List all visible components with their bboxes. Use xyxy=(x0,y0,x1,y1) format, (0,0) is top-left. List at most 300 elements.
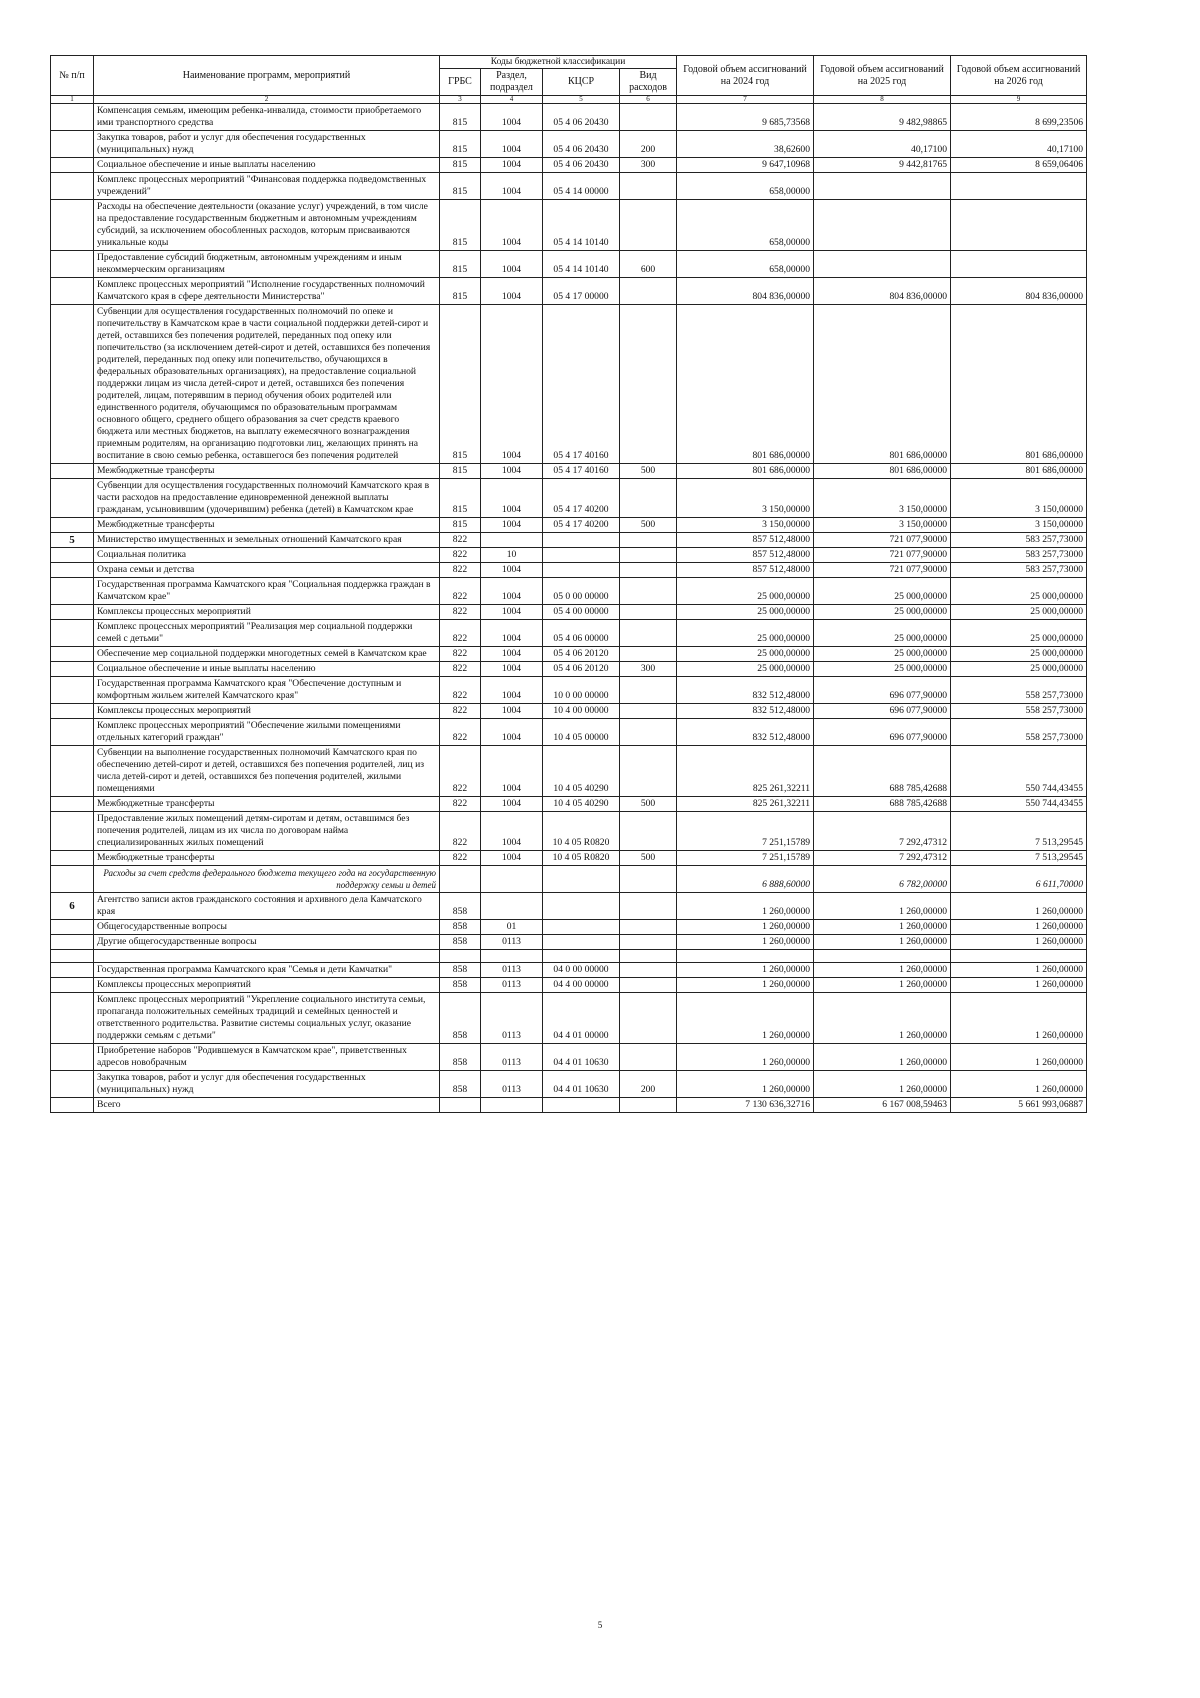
row-value-2025: 801 686,00000 xyxy=(814,305,951,464)
row-vid: 300 xyxy=(620,158,677,173)
row-number xyxy=(51,173,94,200)
row-kcsr: 05 4 14 10140 xyxy=(543,251,620,278)
row-value-2025 xyxy=(814,950,951,963)
row-vid: 500 xyxy=(620,797,677,812)
row-name: Комплексы процессных мероприятий xyxy=(94,605,440,620)
row-name: Государственная программа Камчатского края "Социальная поддержка граждан в Камчатском крае" xyxy=(94,578,440,605)
row-grbs: 815 xyxy=(440,251,481,278)
row-name: Компенсация семьям, имеющим ребенка-инвалида, стоимости приобретаемого ими транспортного средства xyxy=(94,104,440,131)
row-value-2025: 1 260,00000 xyxy=(814,920,951,935)
row-grbs: 822 xyxy=(440,797,481,812)
header-2025: Годовой объем ассигнований на 2025 год xyxy=(814,56,951,96)
row-kcsr: 05 4 17 40160 xyxy=(543,464,620,479)
row-name: Комплекс процессных мероприятий "Обеспечение жилыми помещениями отдельных категорий граждан" xyxy=(94,719,440,746)
row-razdel: 1004 xyxy=(481,131,543,158)
row-grbs: 822 xyxy=(440,647,481,662)
row-value-2025: 688 785,42688 xyxy=(814,797,951,812)
row-name xyxy=(94,950,440,963)
row-grbs: 822 xyxy=(440,662,481,677)
row-kcsr: 05 4 14 00000 xyxy=(543,173,620,200)
row-razdel: 0113 xyxy=(481,978,543,993)
row-value-2024: 25 000,00000 xyxy=(677,578,814,605)
row-value-2026: 3 150,00000 xyxy=(951,518,1087,533)
row-kcsr xyxy=(543,533,620,548)
row-name: Предоставление субсидий бюджетным, автономным учреждениям и иным некоммерческим организациям xyxy=(94,251,440,278)
row-razdel: 1004 xyxy=(481,479,543,518)
row-number xyxy=(51,746,94,797)
row-razdel xyxy=(481,950,543,963)
row-razdel: 0113 xyxy=(481,963,543,978)
table-row xyxy=(51,479,1087,518)
row-number xyxy=(51,662,94,677)
row-value-2024: 3 150,00000 xyxy=(677,518,814,533)
row-number xyxy=(51,993,94,1044)
row-name: Социальное обеспечение и иные выплаты населению xyxy=(94,662,440,677)
row-kcsr xyxy=(543,548,620,563)
row-number xyxy=(51,620,94,647)
row-value-2026 xyxy=(951,251,1087,278)
row-value-2025 xyxy=(814,200,951,251)
row-value-2026: 1 260,00000 xyxy=(951,963,1087,978)
row-value-2024: 1 260,00000 xyxy=(677,935,814,950)
budget-table-sheet xyxy=(50,55,1086,1113)
row-vid: 600 xyxy=(620,251,677,278)
row-number xyxy=(51,548,94,563)
row-vid: 500 xyxy=(620,518,677,533)
row-value-2026: 583 257,73000 xyxy=(951,533,1087,548)
table-row xyxy=(51,704,1087,719)
row-number xyxy=(51,963,94,978)
row-value-2024: 832 512,48000 xyxy=(677,677,814,704)
column-index-cell: 4 xyxy=(481,96,543,104)
row-grbs: 815 xyxy=(440,464,481,479)
row-value-2026: 8 659,06406 xyxy=(951,158,1087,173)
row-number xyxy=(51,251,94,278)
row-name: Субвенции для осуществления государственных полномочий Камчатского края в части расходов на предоставление единовременной денежной выплаты гражданам, усыновившим (удочерившим) ребенка (детей) в Камчатском крае xyxy=(94,479,440,518)
row-grbs: 822 xyxy=(440,533,481,548)
table-row xyxy=(51,548,1087,563)
row-grbs: 815 xyxy=(440,278,481,305)
row-razdel: 1004 xyxy=(481,200,543,251)
row-number xyxy=(51,305,94,464)
row-number xyxy=(51,1044,94,1071)
row-razdel: 1004 xyxy=(481,518,543,533)
row-grbs: 858 xyxy=(440,893,481,920)
table-row xyxy=(51,605,1087,620)
page-number: 5 xyxy=(597,1620,603,1630)
row-number xyxy=(51,978,94,993)
row-razdel: 1004 xyxy=(481,173,543,200)
row-value-2026: 583 257,73000 xyxy=(951,548,1087,563)
row-grbs: 822 xyxy=(440,620,481,647)
table-row xyxy=(51,578,1087,605)
row-grbs: 822 xyxy=(440,605,481,620)
row-name: Предоставление жилых помещений детям-сиротам и детям, оставшимся без попечения родителей, лицам из их числа по договорам найма специализированных жилых помещений xyxy=(94,812,440,851)
row-vid xyxy=(620,305,677,464)
row-grbs: 822 xyxy=(440,563,481,578)
row-number xyxy=(51,563,94,578)
header-grbs: ГРБС xyxy=(440,69,481,96)
row-value-2024: 1 260,00000 xyxy=(677,893,814,920)
row-kcsr: 05 4 06 00000 xyxy=(543,620,620,647)
row-vid xyxy=(620,893,677,920)
table-row xyxy=(51,866,1087,893)
row-vid xyxy=(620,173,677,200)
row-grbs xyxy=(440,1098,481,1113)
row-vid xyxy=(620,950,677,963)
row-kcsr: 05 4 06 20430 xyxy=(543,104,620,131)
row-number xyxy=(51,851,94,866)
row-name: Комплекс процессных мероприятий "Финансовая поддержка подведомственных учреждений" xyxy=(94,173,440,200)
column-index-cell: 6 xyxy=(620,96,677,104)
row-vid xyxy=(620,533,677,548)
row-number xyxy=(51,518,94,533)
row-kcsr: 05 4 17 00000 xyxy=(543,278,620,305)
row-number xyxy=(51,158,94,173)
row-value-2024: 9 647,10968 xyxy=(677,158,814,173)
row-vid xyxy=(620,479,677,518)
row-vid xyxy=(620,563,677,578)
table-row xyxy=(51,647,1087,662)
row-value-2024: 9 685,73568 xyxy=(677,104,814,131)
row-value-2025: 1 260,00000 xyxy=(814,1071,951,1098)
row-value-2025: 25 000,00000 xyxy=(814,662,951,677)
row-value-2026: 1 260,00000 xyxy=(951,935,1087,950)
table-row xyxy=(51,464,1087,479)
row-grbs: 858 xyxy=(440,993,481,1044)
row-vid xyxy=(620,963,677,978)
row-number xyxy=(51,812,94,851)
row-value-2026: 25 000,00000 xyxy=(951,620,1087,647)
table-row xyxy=(51,812,1087,851)
row-number xyxy=(51,104,94,131)
row-value-2025: 40,17100 xyxy=(814,131,951,158)
header-kcsr: КЦСР xyxy=(543,69,620,96)
row-value-2024: 825 261,32211 xyxy=(677,746,814,797)
row-value-2024: 832 512,48000 xyxy=(677,719,814,746)
row-grbs xyxy=(440,950,481,963)
table-row xyxy=(51,251,1087,278)
row-number xyxy=(51,950,94,963)
row-value-2026: 550 744,43455 xyxy=(951,746,1087,797)
row-value-2025: 696 077,90000 xyxy=(814,704,951,719)
column-index-cell: 5 xyxy=(543,96,620,104)
row-value-2024: 25 000,00000 xyxy=(677,662,814,677)
header-codes-group: Коды бюджетной классификации xyxy=(440,56,677,69)
row-value-2025: 9 482,98865 xyxy=(814,104,951,131)
row-number xyxy=(51,1098,94,1113)
row-vid xyxy=(620,920,677,935)
row-grbs: 858 xyxy=(440,1071,481,1098)
row-razdel: 1004 xyxy=(481,812,543,851)
row-grbs: 822 xyxy=(440,677,481,704)
row-razdel: 1004 xyxy=(481,704,543,719)
row-razdel: 1004 xyxy=(481,851,543,866)
table-row xyxy=(51,993,1087,1044)
row-kcsr: 05 0 00 00000 xyxy=(543,578,620,605)
row-value-2024: 1 260,00000 xyxy=(677,963,814,978)
table-row xyxy=(51,173,1087,200)
row-value-2024: 857 512,48000 xyxy=(677,548,814,563)
row-razdel xyxy=(481,866,543,893)
row-value-2024: 857 512,48000 xyxy=(677,563,814,578)
row-razdel: 1004 xyxy=(481,620,543,647)
table-row xyxy=(51,746,1087,797)
row-name: Субвенции для осуществления государственных полномочий по опеке и попечительству в Камчатском крае в части социальной поддержки детей-сирот и детей, оставшихся без попечения родителей, переданных под опеку или попечительство (за исключением детей-сирот и детей, оставшихся без попечения родителей, переданных под опеку или попечительство, обучающихся в федеральных образовательных организациях), на предоставление социальной поддержки лицам из числа детей-сирот и детей, оставшихся без попечения родителей, лицам, потерявшим в период обучения обоих родителей или единственного родителя, обучающимся по образовательным программам основного общего, среднего общего образования за счет средств краевого бюджета или местных бюджетов, на выплату ежемесячного вознаграждения приемным родителям, на организацию подготовки лиц, желающих принять на воспитание в свою семью ребенка, оставшегося без попечения родителей xyxy=(94,305,440,464)
row-value-2026: 558 257,73000 xyxy=(951,677,1087,704)
row-kcsr: 04 4 01 10630 xyxy=(543,1071,620,1098)
row-value-2026: 25 000,00000 xyxy=(951,578,1087,605)
row-kcsr: 05 4 06 20430 xyxy=(543,158,620,173)
row-vid xyxy=(620,1044,677,1071)
row-number xyxy=(51,605,94,620)
row-razdel: 1004 xyxy=(481,578,543,605)
table-row xyxy=(51,1044,1087,1071)
row-value-2024: 804 836,00000 xyxy=(677,278,814,305)
row-value-2025: 1 260,00000 xyxy=(814,893,951,920)
row-vid xyxy=(620,620,677,647)
row-value-2024: 1 260,00000 xyxy=(677,1071,814,1098)
row-grbs: 822 xyxy=(440,548,481,563)
row-kcsr xyxy=(543,893,620,920)
row-name: Государственная программа Камчатского края "Семья и дети Камчатки" xyxy=(94,963,440,978)
row-razdel: 1004 xyxy=(481,746,543,797)
row-razdel: 1004 xyxy=(481,278,543,305)
row-vid xyxy=(620,677,677,704)
row-vid xyxy=(620,605,677,620)
row-value-2026: 558 257,73000 xyxy=(951,719,1087,746)
row-value-2024: 7 251,15789 xyxy=(677,812,814,851)
row-vid xyxy=(620,993,677,1044)
row-number xyxy=(51,797,94,812)
row-name: Расходы на обеспечение деятельности (оказание услуг) учреждений, в том числе на предоставление государственным бюджетным и автономным учреждениям субсидий, за исключением обособленных расходов, которым присваиваются уникальные коды xyxy=(94,200,440,251)
row-number xyxy=(51,647,94,662)
row-razdel: 0113 xyxy=(481,935,543,950)
row-grbs: 822 xyxy=(440,704,481,719)
row-name: Расходы за счет средств федерального бюджета текущего года на государственную поддержку семьи и детей xyxy=(94,866,440,893)
row-grbs: 815 xyxy=(440,518,481,533)
row-value-2025: 804 836,00000 xyxy=(814,278,951,305)
table-row xyxy=(51,305,1087,464)
row-value-2024: 1 260,00000 xyxy=(677,920,814,935)
table-row xyxy=(51,963,1087,978)
row-value-2026: 801 686,00000 xyxy=(951,305,1087,464)
row-kcsr: 05 4 06 20120 xyxy=(543,662,620,677)
row-value-2025 xyxy=(814,173,951,200)
row-grbs: 815 xyxy=(440,479,481,518)
row-value-2024 xyxy=(677,950,814,963)
row-number xyxy=(51,200,94,251)
row-value-2025: 1 260,00000 xyxy=(814,978,951,993)
row-razdel: 1004 xyxy=(481,464,543,479)
row-value-2024: 7 130 636,32716 xyxy=(677,1098,814,1113)
row-value-2024: 832 512,48000 xyxy=(677,704,814,719)
row-value-2026: 804 836,00000 xyxy=(951,278,1087,305)
row-grbs: 815 xyxy=(440,131,481,158)
row-name: Общегосударственные вопросы xyxy=(94,920,440,935)
row-vid xyxy=(620,866,677,893)
row-value-2025: 721 077,90000 xyxy=(814,548,951,563)
row-kcsr: 10 4 05 40290 xyxy=(543,746,620,797)
row-kcsr: 10 4 05 40290 xyxy=(543,797,620,812)
column-index-cell: 3 xyxy=(440,96,481,104)
row-value-2024: 25 000,00000 xyxy=(677,620,814,647)
row-grbs: 822 xyxy=(440,719,481,746)
budget-table xyxy=(50,55,1087,1113)
row-kcsr: 10 4 05 R0820 xyxy=(543,812,620,851)
row-number: 6 xyxy=(51,893,94,920)
row-razdel: 0113 xyxy=(481,1071,543,1098)
header-num: № п/п xyxy=(51,56,94,96)
row-vid: 200 xyxy=(620,1071,677,1098)
table-row xyxy=(51,851,1087,866)
row-value-2025: 7 292,47312 xyxy=(814,812,951,851)
row-value-2024: 658,00000 xyxy=(677,173,814,200)
row-kcsr xyxy=(543,866,620,893)
row-vid: 500 xyxy=(620,464,677,479)
row-value-2025: 25 000,00000 xyxy=(814,605,951,620)
row-value-2025: 721 077,90000 xyxy=(814,563,951,578)
row-value-2026 xyxy=(951,173,1087,200)
row-razdel: 1004 xyxy=(481,677,543,704)
table-row xyxy=(51,893,1087,920)
row-name: Комплексы процессных мероприятий xyxy=(94,978,440,993)
row-number xyxy=(51,866,94,893)
row-kcsr: 05 4 00 00000 xyxy=(543,605,620,620)
header-2024: Годовой объем ассигнований на 2024 год xyxy=(677,56,814,96)
row-value-2026: 8 699,23506 xyxy=(951,104,1087,131)
row-grbs: 815 xyxy=(440,158,481,173)
row-name: Комплекс процессных мероприятий "Исполнение государственных полномочий Камчатского края в сфере деятельности Министерства" xyxy=(94,278,440,305)
row-value-2024: 1 260,00000 xyxy=(677,993,814,1044)
row-value-2025: 1 260,00000 xyxy=(814,1044,951,1071)
row-name: Межбюджетные трансферты xyxy=(94,464,440,479)
row-value-2025 xyxy=(814,251,951,278)
row-name: Агентство записи актов гражданского состояния и архивного дела Камчатского края xyxy=(94,893,440,920)
row-vid: 500 xyxy=(620,851,677,866)
row-kcsr xyxy=(543,950,620,963)
row-value-2025: 696 077,90000 xyxy=(814,677,951,704)
row-kcsr: 10 4 00 00000 xyxy=(543,704,620,719)
row-vid xyxy=(620,935,677,950)
row-value-2024: 7 251,15789 xyxy=(677,851,814,866)
row-grbs: 858 xyxy=(440,978,481,993)
table-row xyxy=(51,950,1087,963)
row-vid xyxy=(620,746,677,797)
row-vid: 300 xyxy=(620,662,677,677)
table-row xyxy=(51,978,1087,993)
row-number xyxy=(51,464,94,479)
row-razdel: 1004 xyxy=(481,605,543,620)
row-name: Комплексы процессных мероприятий xyxy=(94,704,440,719)
table-row xyxy=(51,935,1087,950)
row-vid xyxy=(620,812,677,851)
row-value-2026: 6 611,70000 xyxy=(951,866,1087,893)
row-value-2024: 801 686,00000 xyxy=(677,464,814,479)
row-value-2025: 6 782,00000 xyxy=(814,866,951,893)
row-vid xyxy=(620,647,677,662)
row-value-2026: 1 260,00000 xyxy=(951,920,1087,935)
row-number xyxy=(51,578,94,605)
column-index-row xyxy=(51,96,1087,104)
row-kcsr xyxy=(543,935,620,950)
row-grbs: 858 xyxy=(440,963,481,978)
row-razdel: 0113 xyxy=(481,993,543,1044)
row-grbs: 822 xyxy=(440,746,481,797)
table-row xyxy=(51,620,1087,647)
row-value-2024: 857 512,48000 xyxy=(677,533,814,548)
row-value-2026: 558 257,73000 xyxy=(951,704,1087,719)
table-row xyxy=(51,1098,1087,1113)
row-name: Комплекс процессных мероприятий "Реализация мер социальной поддержки семей с детьми" xyxy=(94,620,440,647)
row-value-2024: 1 260,00000 xyxy=(677,1044,814,1071)
row-grbs: 815 xyxy=(440,173,481,200)
header-name: Наименование программ, мероприятий xyxy=(94,56,440,96)
row-razdel: 1004 xyxy=(481,647,543,662)
table-body xyxy=(51,104,1087,1113)
row-value-2024: 801 686,00000 xyxy=(677,305,814,464)
row-grbs: 815 xyxy=(440,200,481,251)
row-value-2026: 7 513,29545 xyxy=(951,812,1087,851)
row-name: Закупка товаров, работ и услуг для обеспечения государственных (муниципальных) нужд xyxy=(94,131,440,158)
row-grbs: 815 xyxy=(440,104,481,131)
row-value-2024: 6 888,60000 xyxy=(677,866,814,893)
row-value-2024: 1 260,00000 xyxy=(677,978,814,993)
row-name: Приобретение наборов "Родившемуся в Камчатском крае", приветственных адресов новобрачным xyxy=(94,1044,440,1071)
row-value-2024: 658,00000 xyxy=(677,200,814,251)
row-value-2024: 3 150,00000 xyxy=(677,479,814,518)
row-grbs: 858 xyxy=(440,1044,481,1071)
row-vid xyxy=(620,1098,677,1113)
row-value-2026: 7 513,29545 xyxy=(951,851,1087,866)
table-row xyxy=(51,278,1087,305)
row-razdel: 10 xyxy=(481,548,543,563)
row-value-2026: 550 744,43455 xyxy=(951,797,1087,812)
row-vid xyxy=(620,978,677,993)
row-name: Межбюджетные трансферты xyxy=(94,797,440,812)
row-name: Комплекс процессных мероприятий "Укрепление социального института семьи, пропаганда положительных семейных традиций и семейных ценностей и ответственного родительства. Развитие системы социальных услуг, оказание поддержки семьям с детьми" xyxy=(94,993,440,1044)
row-value-2025: 1 260,00000 xyxy=(814,963,951,978)
row-razdel: 1004 xyxy=(481,662,543,677)
row-kcsr: 10 4 05 R0820 xyxy=(543,851,620,866)
row-razdel: 1004 xyxy=(481,797,543,812)
row-value-2025: 3 150,00000 xyxy=(814,479,951,518)
column-index-cell: 7 xyxy=(677,96,814,104)
row-value-2026: 1 260,00000 xyxy=(951,1044,1087,1071)
table-row xyxy=(51,158,1087,173)
row-grbs: 815 xyxy=(440,305,481,464)
row-name: Межбюджетные трансферты xyxy=(94,851,440,866)
row-razdel: 1004 xyxy=(481,719,543,746)
row-vid xyxy=(620,704,677,719)
row-value-2026: 5 661 993,06887 xyxy=(951,1098,1087,1113)
row-value-2025: 696 077,90000 xyxy=(814,719,951,746)
row-vid xyxy=(620,200,677,251)
row-grbs: 858 xyxy=(440,935,481,950)
row-name: Государственная программа Камчатского края "Обеспечение доступным и комфортным жильем жителей Камчатского края" xyxy=(94,677,440,704)
table-row xyxy=(51,797,1087,812)
row-vid xyxy=(620,548,677,563)
row-razdel xyxy=(481,1098,543,1113)
row-number xyxy=(51,131,94,158)
row-value-2025: 688 785,42688 xyxy=(814,746,951,797)
row-grbs: 858 xyxy=(440,920,481,935)
row-kcsr xyxy=(543,1098,620,1113)
row-value-2024: 25 000,00000 xyxy=(677,647,814,662)
table-header xyxy=(51,56,1087,104)
header-2026: Годовой объем ассигнований на 2026 год xyxy=(951,56,1087,96)
table-row xyxy=(51,104,1087,131)
